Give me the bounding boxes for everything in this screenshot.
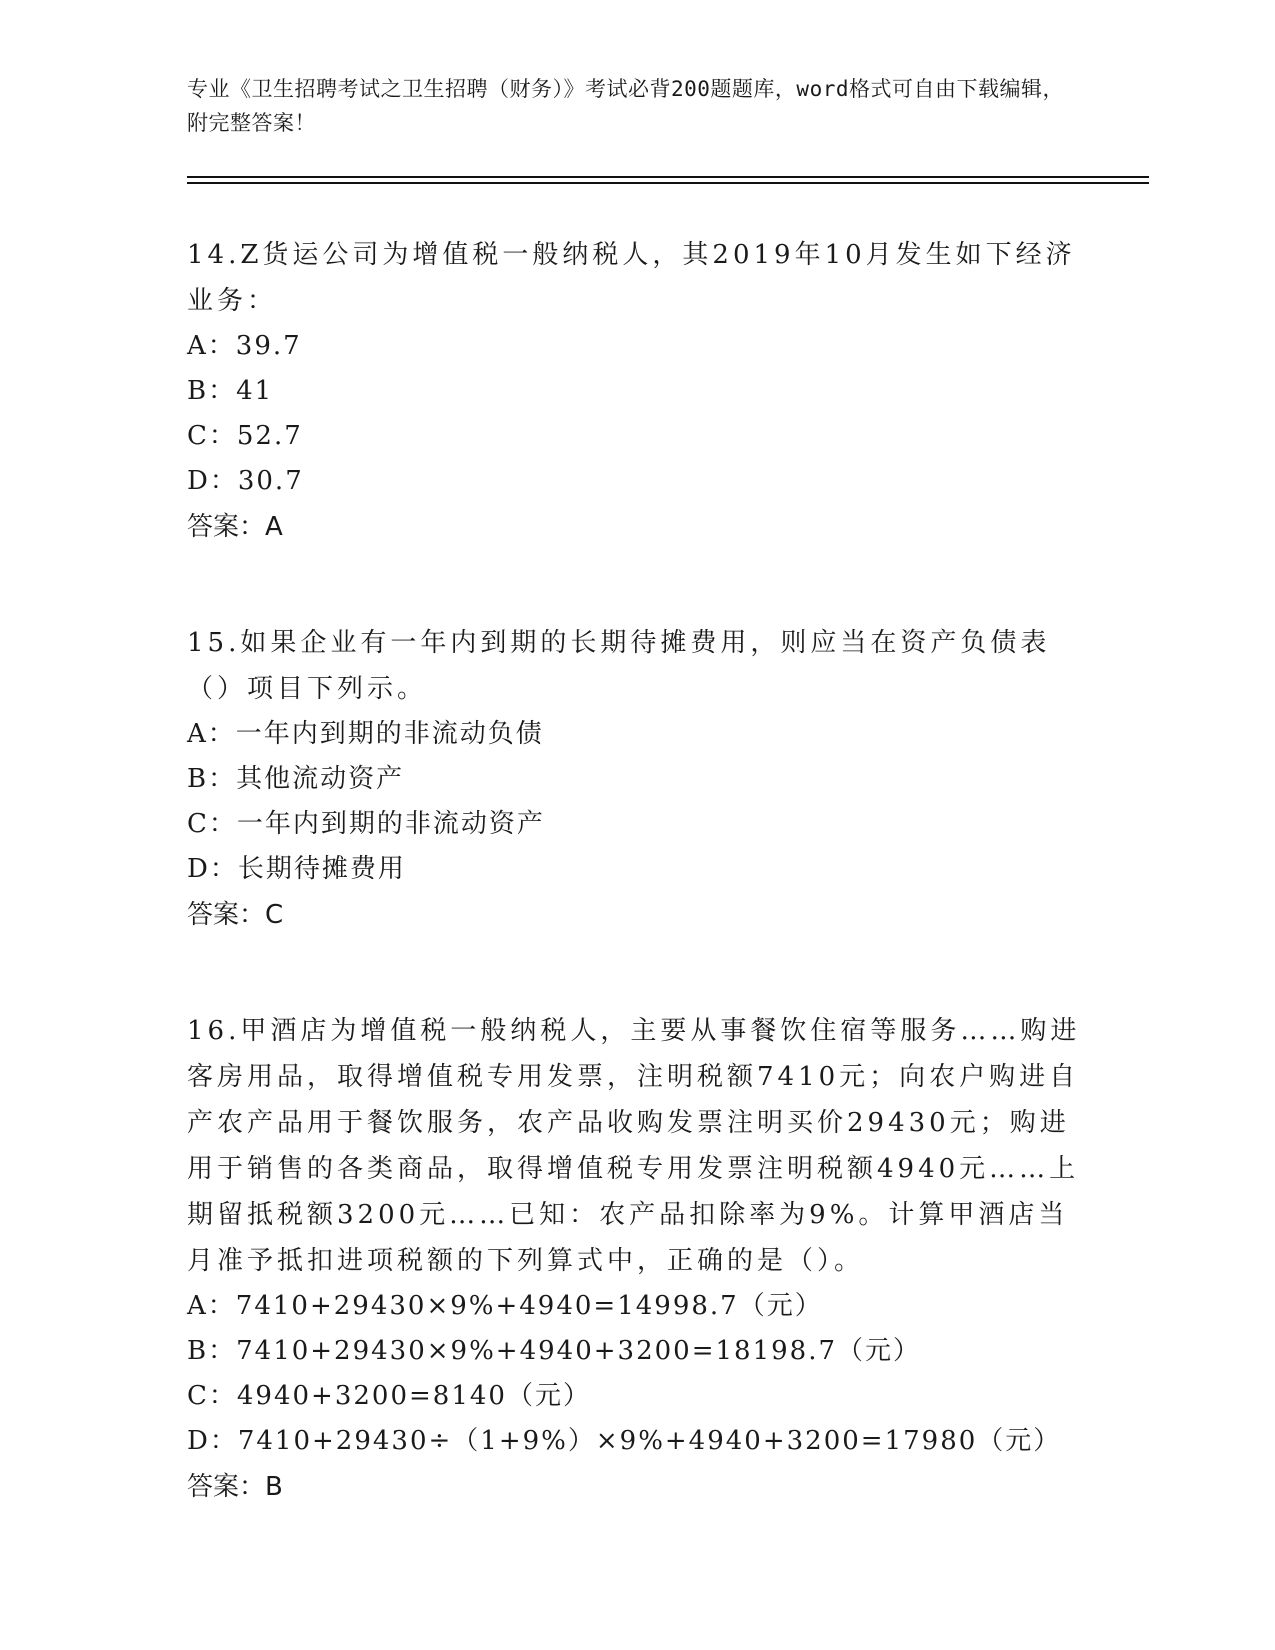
document-header: 专业《卫生招聘考试之卫生招聘（财务）》考试必背200题题库，word格式可自由下载编辑，附完整答案！ bbox=[187, 77, 1064, 135]
option-b: B：41 bbox=[187, 376, 274, 406]
question-text: 15.如果企业有一年内到期的长期待摊费用，则应当在资产负债表（）项目下列示。 bbox=[187, 628, 1051, 704]
option-d: D：30.7 bbox=[187, 466, 304, 496]
question-16 bbox=[187, 1008, 1087, 1510]
header-divider-bottom bbox=[187, 182, 1149, 184]
option-d: D：长期待摊费用 bbox=[187, 854, 406, 884]
question-text: 16.甲酒店为增值税一般纳税人，主要从事餐饮住宿等服务……购进客房用品，取得增值税专用发票，注明税额7410元；向农户购进自产农产品用于餐饮服务，农产品收购发票注明买价29430元；购进用于销售的各类商品，取得增值税专用发票注明税额4940元……上期留抵税额3200元……已知：农产品扣除率为9%。计算甲酒店当月准予抵扣进项税额的下列算式中，正确的是（）。 bbox=[187, 1016, 1081, 1276]
question-15 bbox=[187, 620, 1087, 938]
option-c: C：一年内到期的非流动资产 bbox=[187, 809, 545, 839]
option-b: B：7410+29430×9%+4940+3200=18198.7（元） bbox=[187, 1336, 922, 1366]
option-a: A：7410+29430×9%+4940=14998.7（元） bbox=[187, 1291, 823, 1321]
question-14 bbox=[187, 232, 1087, 550]
option-a: A：一年内到期的非流动负债 bbox=[187, 719, 544, 749]
question-text: 14.Z货运公司为增值税一般纳税人，其2019年10月发生如下经济业务： bbox=[187, 240, 1076, 316]
answer-line: 答案：A bbox=[187, 512, 283, 542]
answer-line: 答案：B bbox=[187, 1472, 283, 1502]
answer-line: 答案：C bbox=[187, 900, 284, 930]
option-a: A：39.7 bbox=[187, 331, 302, 361]
header-divider-top bbox=[187, 176, 1149, 178]
question-list bbox=[187, 232, 1087, 1580]
option-d: D：7410+29430÷（1+9%）×9%+4940+3200=17980（元） bbox=[187, 1426, 1062, 1456]
option-c: C：52.7 bbox=[187, 421, 303, 451]
option-c: C：4940+3200=8140（元） bbox=[187, 1381, 591, 1411]
option-b: B：其他流动资产 bbox=[187, 764, 405, 794]
